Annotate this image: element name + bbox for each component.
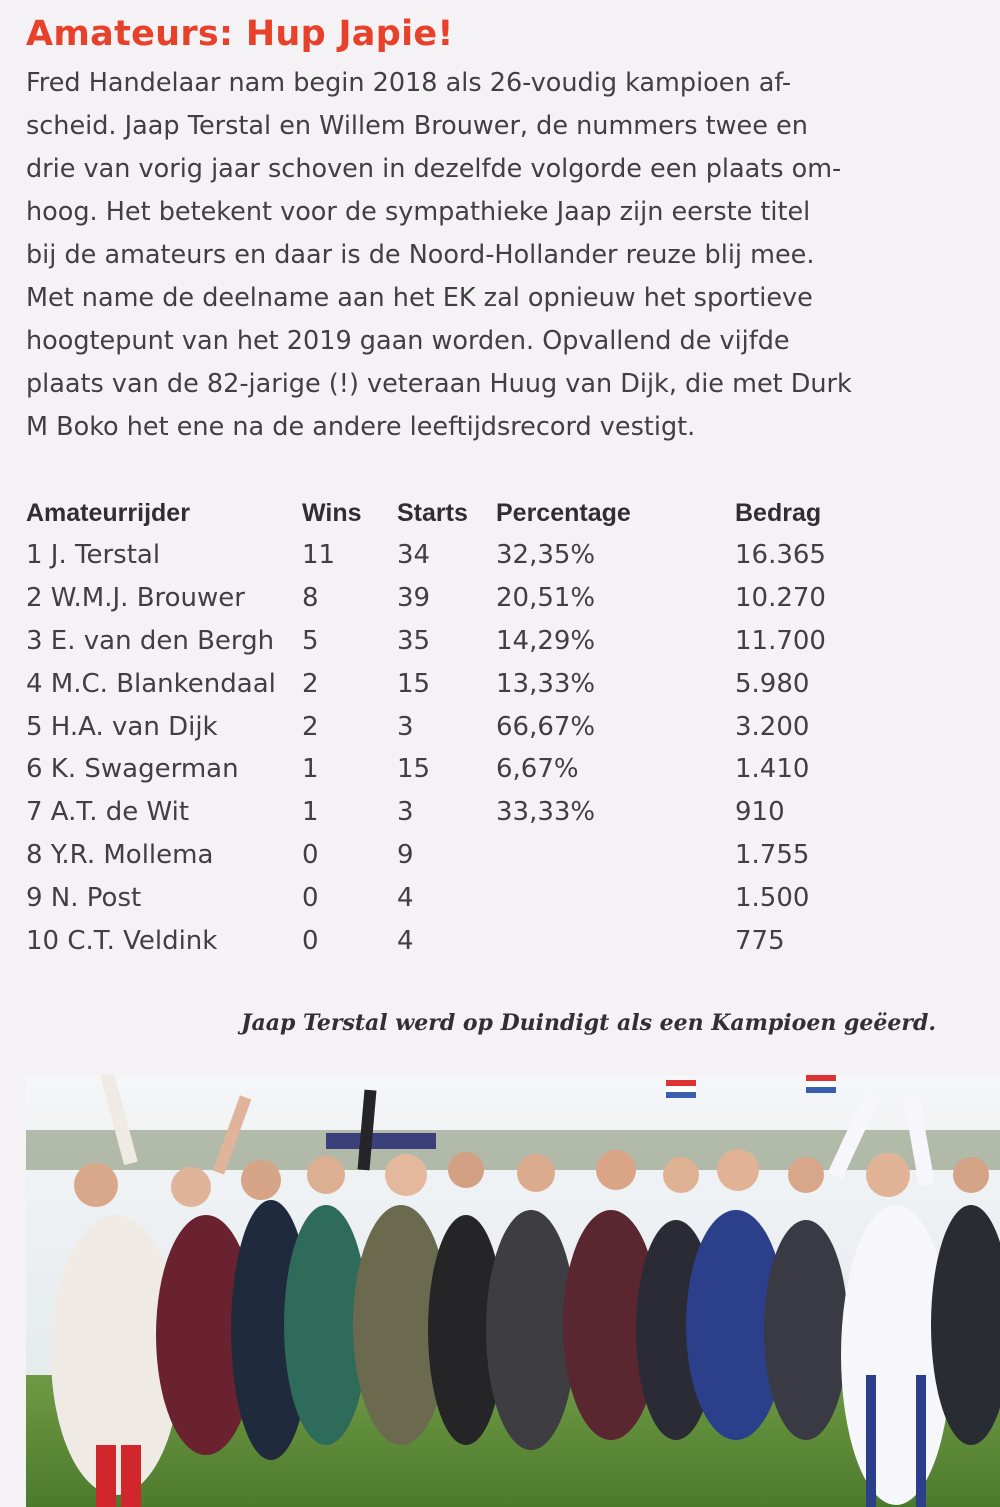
cell-amount: 1.500 — [735, 882, 810, 913]
body-line: hoog. Het betekent voor de sympathieke Jaap zijn eerste titel — [26, 197, 811, 227]
cell-wins: 1 — [302, 797, 319, 828]
table-row — [26, 876, 885, 919]
body-line: Met name de deelname aan het EK zal opnieuw het sportieve — [26, 283, 813, 313]
body-line: bij de amateurs en daar is de Noord-Hollander reuze blij mee. — [26, 240, 815, 270]
cell-wins: 8 — [302, 583, 319, 614]
cell-percentage — [496, 834, 735, 877]
celebration-photo — [26, 1075, 1000, 1507]
table-row — [26, 791, 885, 834]
table-row — [26, 577, 885, 620]
header-amount: Bedrag — [735, 498, 822, 527]
cell-rider: 7 A.T. de Wit — [26, 797, 190, 828]
cell-amount: 3.200 — [735, 711, 810, 742]
cell-rider: 3 E. van den Bergh — [26, 625, 275, 656]
cell-starts: 3 — [397, 797, 414, 828]
body-line: scheid. Jaap Terstal en Willem Brouwer, de nummers twee en — [26, 111, 808, 141]
cell-wins: 0 — [302, 882, 319, 913]
cell-percentage: 20,51% — [496, 583, 596, 614]
body-line: drie van vorig jaar schoven in dezelfde volgorde een plaats om- — [26, 154, 842, 184]
cell-amount: 1.410 — [735, 754, 810, 785]
cell-rider: 2 W.M.J. Brouwer — [26, 583, 245, 614]
body-line: Fred Handelaar nam begin 2018 als 26-voudig kampioen af- — [26, 68, 792, 98]
table-row — [26, 919, 885, 962]
table-row — [26, 662, 885, 705]
header-wins: Wins — [302, 498, 362, 527]
cell-starts: 15 — [397, 668, 431, 699]
table-row — [26, 748, 885, 791]
cell-wins: 1 — [302, 754, 319, 785]
header-rider: Amateurrijder — [26, 498, 190, 527]
amateur-standings-table — [26, 492, 885, 962]
table-row — [26, 705, 885, 748]
cell-wins: 11 — [302, 540, 336, 571]
cell-percentage: 14,29% — [496, 625, 596, 656]
cell-wins: 0 — [302, 925, 319, 956]
cell-rider: 5 H.A. van Dijk — [26, 711, 218, 742]
body-line: hoogtepunt van het 2019 gaan worden. Opvallend de vijfde — [26, 326, 790, 356]
body-line: plaats van de 82-jarige (!) veteraan Huug van Dijk, die met Durk — [26, 369, 852, 399]
banner — [326, 1133, 436, 1149]
cell-percentage: 32,35% — [496, 540, 596, 571]
cell-rider: 8 Y.R. Mollema — [26, 839, 214, 870]
cell-percentage — [496, 919, 735, 962]
body-line: M Boko het ene na de andere leeftijdsrecord vestigt. — [26, 412, 696, 442]
cell-rider: 6 K. Swagerman — [26, 754, 239, 785]
cell-amount: 10.270 — [735, 583, 826, 614]
table-row — [26, 534, 885, 577]
cell-wins: 0 — [302, 839, 319, 870]
photo-caption: Jaap Terstal werd op Duindigt als een Kampioen geëerd. — [241, 1010, 936, 1036]
crowd-illustration — [26, 1075, 1000, 1507]
table-row — [26, 620, 885, 663]
cell-amount: 5.980 — [735, 668, 810, 699]
cell-percentage: 13,33% — [496, 668, 596, 699]
cell-percentage: 66,67% — [496, 711, 596, 742]
cell-starts: 15 — [397, 754, 431, 785]
cell-starts: 9 — [397, 839, 414, 870]
cell-starts: 39 — [397, 583, 431, 614]
cell-amount: 1.755 — [735, 839, 810, 870]
cell-starts: 3 — [397, 711, 414, 742]
article-title: Amateurs: Hup Japie! — [26, 14, 454, 54]
header-starts: Starts — [397, 498, 468, 527]
cell-starts: 34 — [397, 540, 431, 571]
cell-wins: 2 — [302, 711, 319, 742]
table-row — [26, 834, 885, 877]
article-body — [26, 62, 956, 449]
cell-rider: 9 N. Post — [26, 882, 142, 913]
cell-wins: 5 — [302, 625, 319, 656]
cell-rider: 10 C.T. Veldink — [26, 925, 218, 956]
cell-starts: 4 — [397, 882, 414, 913]
cell-percentage: 33,33% — [496, 797, 596, 828]
cell-amount: 11.700 — [735, 625, 826, 656]
cell-amount: 775 — [735, 925, 785, 956]
table-body — [26, 534, 885, 962]
header-percentage: Percentage — [496, 498, 631, 527]
cell-amount: 16.365 — [735, 540, 826, 571]
cell-rider: 1 J. Terstal — [26, 540, 161, 571]
cell-amount: 910 — [735, 797, 785, 828]
cell-percentage: 6,67% — [496, 754, 579, 785]
cell-rider: 4 M.C. Blankendaal — [26, 668, 276, 699]
cell-starts: 35 — [397, 625, 431, 656]
cell-starts: 4 — [397, 925, 414, 956]
cell-percentage — [496, 876, 735, 919]
table-header-row — [26, 492, 885, 534]
cell-wins: 2 — [302, 668, 319, 699]
